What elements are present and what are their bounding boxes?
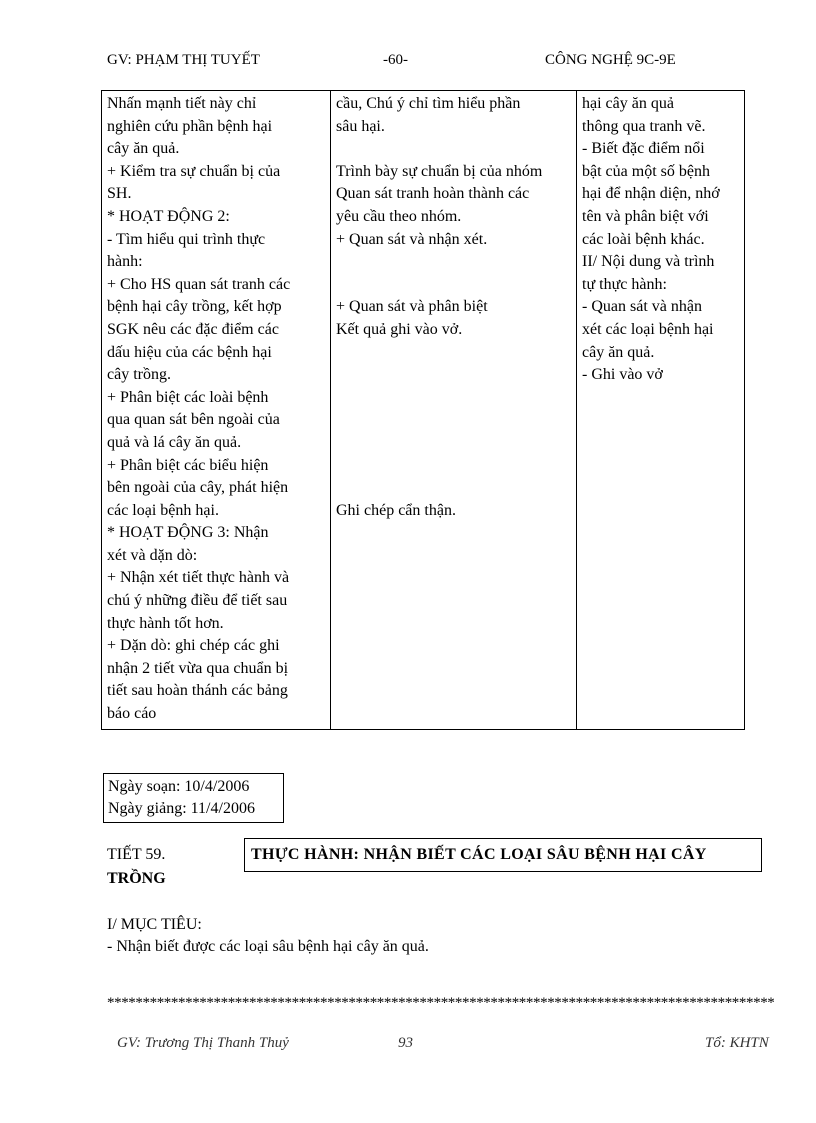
table-line: quả và lá cây ăn quả. [107,433,242,451]
table-line: xét và dặn dò: [107,546,198,564]
table-line: + Nhận xét tiết thực hành và [107,569,290,587]
table-line [336,364,573,387]
table-line: sâu hại. [336,117,385,135]
footer-department: Tổ: KHTN [705,1035,769,1051]
table-line: bên ngoài của cây, phát hiện [107,479,289,497]
table-line: tên và phân biệt với [582,207,709,225]
table-line: nghiên cứu phần bệnh hại [107,117,273,135]
table-line: - Biết đặc điểm nổi [582,140,705,158]
table-line: qua quan sát bên ngoài của [107,411,280,429]
separator-line: ********************************************************************************************** [107,995,775,1011]
table-line [336,251,573,274]
table-line: cây trồng. [107,366,171,384]
table-line: các loại bệnh hại. [107,501,219,519]
table-line: tự thực hành: [582,275,667,293]
table-line: bệnh hại cây trồng, kết hợp [107,298,282,316]
table-line: - Tìm hiểu qui trình thực [107,230,266,248]
table-line: * HOẠT ĐỘNG 3: Nhận [107,524,269,542]
teacher-activity-cell [102,91,331,730]
table-line: Trình bày sự chuẩn bị của nhóm [336,162,543,180]
header-page-number: -60- [383,52,408,68]
lesson-number: TIẾT 59. [107,846,166,863]
table-line: các loài bệnh khác. [582,230,705,248]
table-line [336,274,573,297]
table-line: báo cáo [107,705,157,723]
date-box [103,773,284,823]
content-cell [577,91,745,730]
table-line: - Quan sát và nhận [582,298,702,316]
table-line [336,477,573,500]
header-subject: CÔNG NGHỆ 9C-9E [545,52,676,68]
table-line: thực hành tốt hơn. [107,614,224,632]
student-activity-cell [331,91,577,730]
table-line: thông qua tranh vẽ. [582,117,706,135]
footer-page-number: 93 [398,1035,413,1051]
table-line [336,387,573,410]
table-line: + Dặn dò: ghi chép các ghi [107,637,280,655]
table-line: * HOẠT ĐỘNG 2: [107,207,230,225]
table-line [336,455,573,478]
table-line [336,138,573,161]
lesson-title: THỰC HÀNH: NHẬN BIẾT CÁC LOẠI SÂU BỆNH HẠI CÂY [244,838,762,872]
table-line: cây ăn quả. [107,140,180,158]
table-line [336,409,573,432]
table-line: xét các loại bệnh hại [582,320,714,338]
table-line: cầu, Chú ý chỉ tìm hiểu phần [336,95,521,112]
table-line: hại để nhận diện, nhớ [582,185,720,203]
table-line: + Kiểm tra sự chuẩn bị của [107,162,281,180]
table-line: yêu cầu theo nhóm. [336,207,462,225]
table-line: - Ghi vào vở [582,366,663,384]
table-line: + Phân biệt các biểu hiện [107,456,269,474]
table-line: nhận 2 tiết vừa qua chuẩn bị [107,659,289,677]
table-line [336,432,573,455]
table-line: + Quan sát và nhận xét. [336,230,488,248]
table-line: dấu hiệu của các bệnh hại [107,343,272,361]
footer-teacher: GV: Trương Thị Thanh Thuỷ [117,1035,289,1051]
table-line: + Cho HS quan sát tranh các [107,275,291,293]
table-line: cây ăn quả. [582,343,655,361]
objectives-item: - Nhận biết được các loại sâu bệnh hại cây ăn quả. [107,938,429,955]
objectives-heading: I/ MỤC TIÊU: [107,916,202,933]
table-line: hành: [107,253,143,271]
table-line: + Quan sát và phân biệt [336,298,488,316]
lesson-table [101,90,745,730]
table-line: + Phân biệt các loài bệnh [107,388,269,406]
table-line: bật của một số bệnh [582,162,710,180]
table-line: chú ý những điều để tiết sau [107,592,288,610]
table-line: Nhấn mạnh tiết này chỉ [107,95,257,112]
header-teacher: GV: PHẠM THỊ TUYẾT [107,52,260,68]
table-line: Kết quả ghi vào vở. [336,320,463,338]
date-taught: Ngày giảng: 11/4/2006 [108,800,255,817]
lesson-title-continuation: TRỒNG [107,870,166,887]
table-line [336,342,573,365]
table-line: SH. [107,185,132,203]
table-line: tiết sau hoàn thánh các bảng [107,682,288,700]
table-line: SGK nêu các đặc điểm các [107,320,279,338]
table-row [102,91,745,730]
table-line: Quan sát tranh hoàn thành các [336,185,530,203]
table-line: II/ Nội dung và trình [582,253,715,271]
table-line: Ghi chép cẩn thận. [336,501,456,519]
date-prepared: Ngày soạn: 10/4/2006 [108,778,250,795]
table-line: hại cây ăn quả [582,95,674,112]
